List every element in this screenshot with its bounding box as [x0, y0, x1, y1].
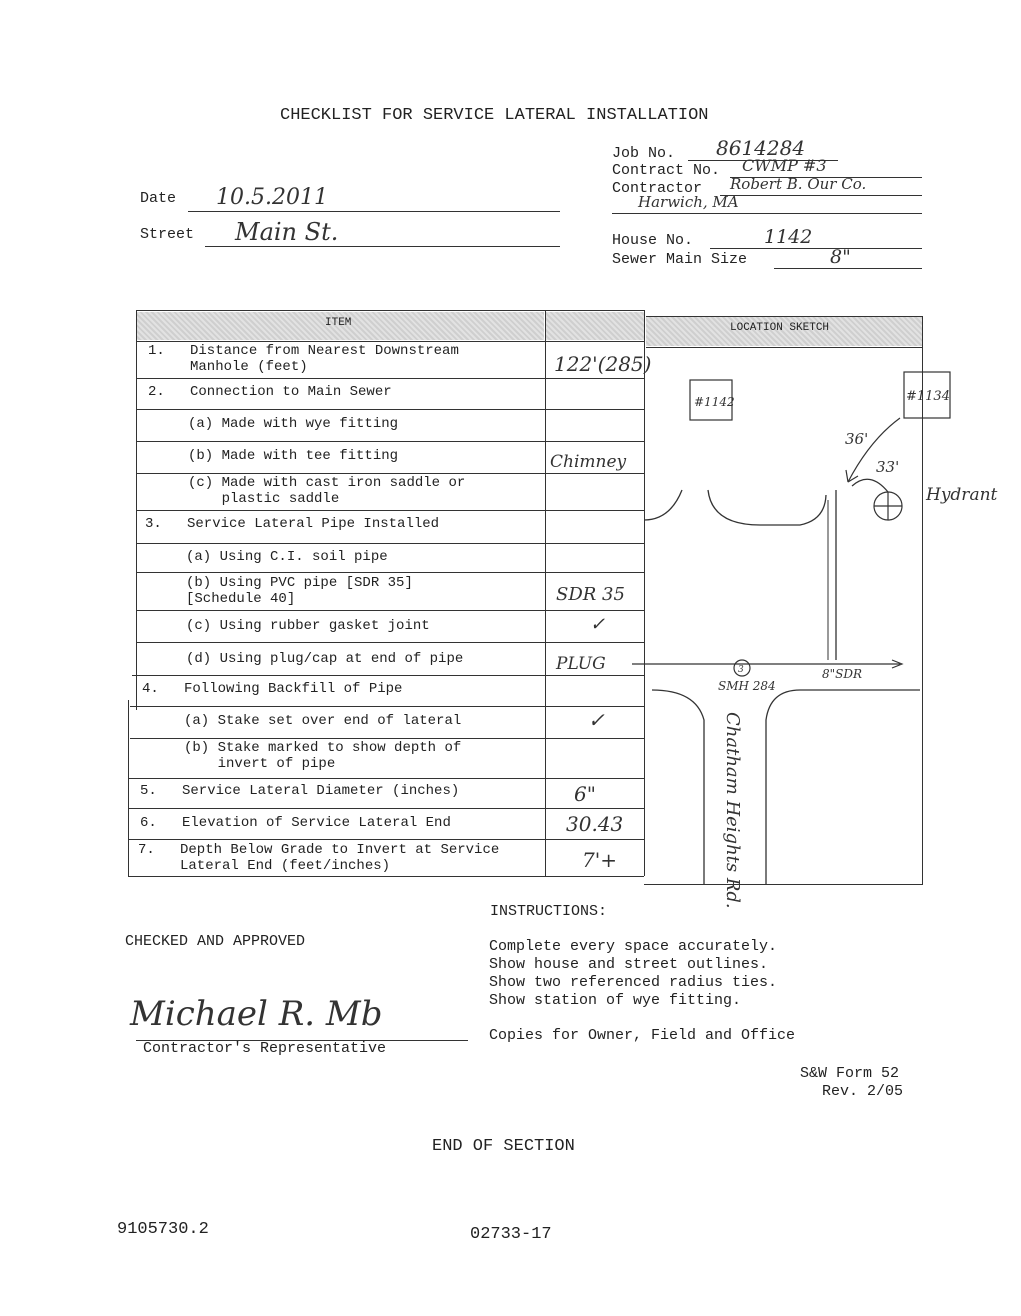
house-label: House No. — [612, 232, 694, 249]
row-4b-label: (b) Stake marked to show depth of invert of pipe — [184, 740, 462, 772]
form-revision: Rev. 2/05 — [822, 1083, 904, 1100]
instruction-4: Show station of wye fitting. — [489, 992, 742, 1009]
pipe-label: 8"SDR — [822, 667, 863, 681]
instruction-3: Show two referenced radius ties. — [489, 974, 778, 991]
job-value: 8614284 — [716, 136, 806, 160]
row-4-label: 4. Following Backfill of Pipe — [142, 681, 403, 697]
row-7-value[interactable]: 7'+ — [582, 848, 617, 872]
road-label: Chatham Heights Rd. — [722, 712, 743, 909]
date-value: 10.5.2011 — [216, 185, 328, 210]
row-2a-label: (a) Made with wye fitting — [146, 416, 399, 432]
row-5-value[interactable]: 6" — [574, 782, 596, 806]
signature: Michael R. Mb — [130, 994, 383, 1034]
row-7-label: 7. Depth Below Grade to Invert at Service Lateral End (feet/inches) — [138, 842, 500, 874]
sewer-value: 8" — [830, 246, 851, 268]
row-6-label: 6. Elevation of Service Lateral End — [140, 815, 451, 831]
row-3c-value[interactable]: ✓ — [590, 614, 606, 635]
row-3c-label: (c) Using rubber gasket joint — [144, 618, 430, 634]
row-1-value[interactable]: 122'(285) — [554, 352, 652, 376]
item-header: ITEM — [325, 317, 352, 329]
street-curve-left — [644, 490, 682, 520]
hydrant-label: Hydrant — [926, 485, 998, 505]
row-5-label: 5. Service Lateral Diameter (inches) — [140, 783, 460, 799]
instructions-title: INSTRUCTIONS: — [490, 903, 608, 920]
sewer-label: Sewer Main Size — [612, 251, 748, 268]
row-2-label: 2. Connection to Main Sewer — [148, 384, 392, 400]
job-label: Job No. — [612, 145, 676, 162]
date-label: Date — [140, 190, 177, 207]
street-label: Street — [140, 226, 195, 243]
house-value: 1142 — [764, 226, 813, 248]
end-of-section: END OF SECTION — [432, 1137, 575, 1156]
sketch-header: LOCATION SKETCH — [730, 322, 830, 334]
row-3d-value[interactable]: PLUG — [556, 654, 606, 674]
row-4a-label: (a) Stake set over end of lateral — [142, 713, 462, 729]
row-3b-label: (b) Using PVC pipe [SDR 35] [Schedule 40] — [186, 575, 413, 607]
manhole-label: SMH 284 — [718, 679, 776, 693]
page-number: 02733-17 — [470, 1225, 552, 1244]
row-3a-label: (a) Using C.I. soil pipe — [144, 549, 388, 565]
contractor-value: Robert B. Our Co. — [730, 175, 867, 193]
road-right-edge — [766, 690, 920, 884]
copies-note: Copies for Owner, Field and Office — [489, 1027, 796, 1044]
road-left-edge — [652, 690, 704, 884]
row-3b-value[interactable]: SDR 35 — [556, 584, 625, 605]
house-1142-label: #1142 — [694, 395, 735, 409]
row-2b-label: (b) Made with tee fitting — [146, 448, 399, 464]
document-id: 9105730.2 — [117, 1220, 209, 1239]
row-4a-value[interactable]: ✓ — [588, 708, 605, 732]
contract-label: Contract No. — [612, 162, 721, 179]
row-2b-value[interactable]: Chimney — [550, 452, 627, 472]
contractor-label: Contractor — [612, 180, 703, 197]
instruction-2: Show house and street outlines. — [489, 956, 769, 973]
checked-approved-label: CHECKED AND APPROVED — [125, 933, 306, 950]
street-value: Main St. — [235, 218, 339, 246]
contractor-rep-label: Contractor's Representative — [143, 1040, 387, 1057]
street-curve-mid — [708, 490, 826, 525]
row-6-value[interactable]: 30.43 — [566, 812, 624, 836]
contractor-value-2: Harwich, MA — [638, 193, 739, 211]
form-title: CHECKLIST FOR SERVICE LATERAL INSTALLATION — [280, 106, 709, 125]
tie-33 — [852, 479, 888, 492]
instruction-1: Complete every space accurately. — [489, 938, 778, 955]
house-1134-label: #1134 — [906, 389, 950, 404]
manhole-number: 3 — [738, 665, 744, 675]
tie-36-label: 36' — [845, 430, 869, 448]
row-3d-label: (d) Using plug/cap at end of pipe — [144, 651, 464, 667]
contract-value: CWMP #3 — [742, 156, 827, 175]
row-2c-label: (c) Made with cast iron saddle or plastic saddle — [188, 475, 466, 507]
form-number: S&W Form 52 — [800, 1065, 900, 1082]
row-1-label: 1. Distance from Nearest Downstream Manhole (feet) — [148, 343, 459, 375]
tie-33-label: 33' — [876, 458, 900, 476]
row-3-label: 3. Service Lateral Pipe Installed — [145, 516, 440, 532]
